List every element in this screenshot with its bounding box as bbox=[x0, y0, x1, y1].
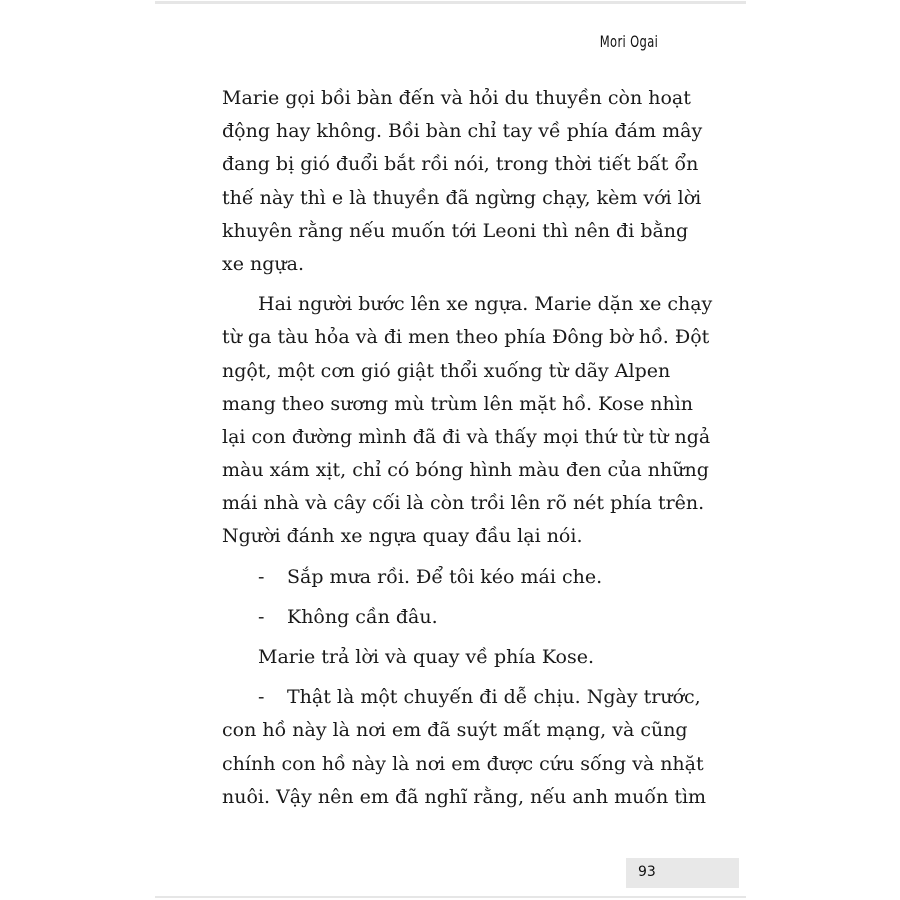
text-line: từ ga tàu hỏa và đi men theo phía Đông bờ hồ. Đột bbox=[222, 326, 710, 349]
text-line: - Thật là một chuyến đi dễ chịu. Ngày trước, bbox=[222, 681, 658, 714]
text-line: Marie gọi bồi bàn đến và hỏi du thuyền còn hoạt bbox=[222, 87, 691, 109]
text-line: con hồ này là nơi em đã suýt mất mạng, và cũng bbox=[222, 719, 688, 742]
text-line: động hay không. Bồi bàn chỉ tay về phía đám mây bbox=[222, 120, 703, 143]
text-line: ngột, một cơn gió giật thổi xuống từ dãy Alpen bbox=[222, 359, 671, 382]
paragraph bbox=[222, 641, 658, 674]
dialogue-paragraph bbox=[222, 681, 707, 814]
body-text bbox=[222, 82, 713, 814]
text-line: Sắp mưa rồi. Để tôi kéo mái che. bbox=[287, 565, 603, 588]
running-head-author: Mori Ogai bbox=[599, 32, 658, 51]
page-number-box bbox=[626, 858, 739, 888]
text-line: màu xám xịt, chỉ có bóng hình màu đen của những bbox=[222, 459, 709, 482]
text-line: mang theo sương mù trùm lên mặt hồ. Kose nhìn bbox=[222, 392, 694, 415]
text-line: Không cần đâu. bbox=[287, 605, 438, 628]
text-line: đang bị gió đuổi bắt rồi nói, trong thời tiết bất ổn bbox=[222, 153, 699, 176]
text-line: thế này thì e là thuyền đã ngừng chạy, kèm với lời bbox=[222, 186, 702, 209]
text-line: Người đánh xe ngựa quay đầu lại nói. bbox=[222, 525, 583, 548]
text-line: khuyên rằng nếu muốn tới Leoni thì nên đi bằng bbox=[222, 219, 689, 242]
top-rule bbox=[155, 1, 746, 4]
dialogue-dash: - bbox=[258, 605, 265, 628]
page-number: 93 bbox=[638, 864, 656, 880]
dialogue-line bbox=[222, 601, 658, 634]
text-line: lại con đường mình đã đi và thấy mọi thứ từ từ ngả bbox=[222, 425, 711, 448]
text-line: mái nhà và cây cối là còn trồi lên rõ nét phía trên. bbox=[222, 492, 705, 515]
text-line: Marie trả lời và quay về phía Kose. bbox=[258, 646, 595, 668]
text-line: xe ngựa. bbox=[222, 252, 305, 275]
dialogue-line bbox=[222, 561, 658, 594]
bottom-rule bbox=[155, 896, 746, 898]
text-line: nuôi. Vậy nên em đã nghĩ rằng, nếu anh muốn tìm bbox=[222, 785, 707, 808]
text-line: Hai người bước lên xe ngựa. Marie dặn xe chạy bbox=[258, 293, 713, 316]
paragraph bbox=[222, 82, 703, 281]
dialogue-dash: - bbox=[258, 686, 265, 709]
text-line: chính con hồ này là nơi em được cứu sống và nhặt bbox=[222, 752, 704, 775]
dialogue-dash: - bbox=[258, 565, 265, 588]
paragraph bbox=[222, 288, 713, 554]
